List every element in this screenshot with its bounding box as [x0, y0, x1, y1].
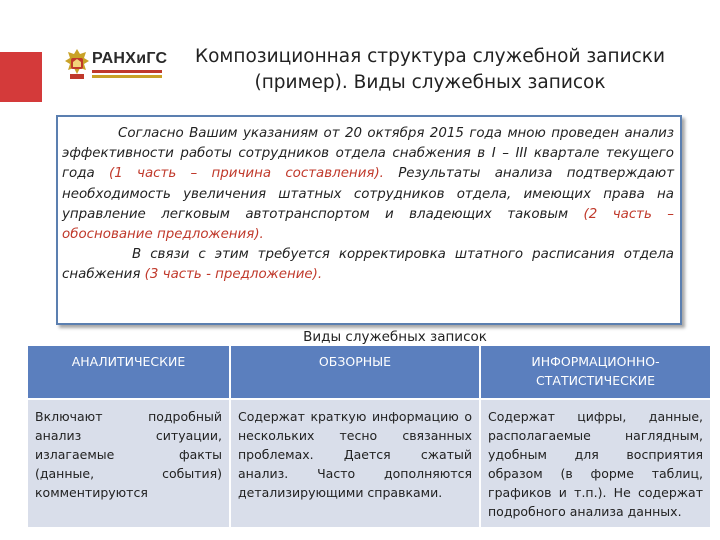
memo-note-2: (2 часть – обоснование предложения).	[62, 206, 675, 243]
column-header-overview: ОБЗОРНЫЕ	[230, 346, 480, 399]
column-header-info-statistical: ИНФОРМАЦИОННО-СТАТИСТИЧЕСКИЕ	[480, 346, 710, 399]
logo	[64, 48, 168, 82]
page-title	[170, 44, 690, 96]
kinds-title: Виды служебных записок	[303, 329, 487, 345]
memo-text-part: Результаты анализа подтверждают необходимость увеличения штатных сотрудников отдела, имеющих права на управление легковым автотранспортом и владеющих таковым	[62, 166, 675, 222]
memo-text-part: В связи с этим требуется корректировка штатного расписания отдела снабжения	[62, 247, 674, 283]
cell-analytical: Включают подробный анализ ситуации, излагаемые факты (данные, события) комментируются	[28, 399, 230, 527]
emblem-icon	[64, 48, 90, 80]
cell-overview: Содержат краткую информацию о нескольких тесно связанных проблемах. Дается сжатый анализ. Часто дополняются детализирующими справками.	[230, 399, 480, 527]
memo-kinds-table	[28, 346, 710, 527]
table-header-row	[28, 346, 710, 399]
title-line-2: (пример). Виды служебных записок	[254, 72, 606, 93]
memo-example-text	[62, 124, 674, 286]
cell-info-statistical: Содержат цифры, данные, располагаемые наглядным, удобным для восприятия образом (в форме таблиц, графиков и т.п.). Не содержат подробного анализа данных.	[480, 399, 710, 527]
title-line-1: Композиционная структура служебной записки	[194, 46, 666, 67]
memo-text-part: Согласно Вашим указаниям от 20 октября 2015 года мною проведен анализ эффективности работы сотрудников отдела снабжения в I – III квартале текущего года	[62, 126, 674, 182]
accent-bar	[0, 52, 42, 102]
memo-note-1: (1 часть – причина составления).	[109, 166, 384, 182]
memo-paragraph-1	[62, 124, 674, 245]
logo-text: РАНХиГС	[92, 50, 168, 67]
table-row	[28, 399, 710, 527]
column-header-analytical: АНАЛИТИЧЕСКИЕ	[28, 346, 230, 399]
memo-note-3: (3 часть - предложение).	[144, 267, 323, 283]
memo-paragraph-2	[62, 245, 674, 285]
logo-stripes	[92, 70, 162, 78]
